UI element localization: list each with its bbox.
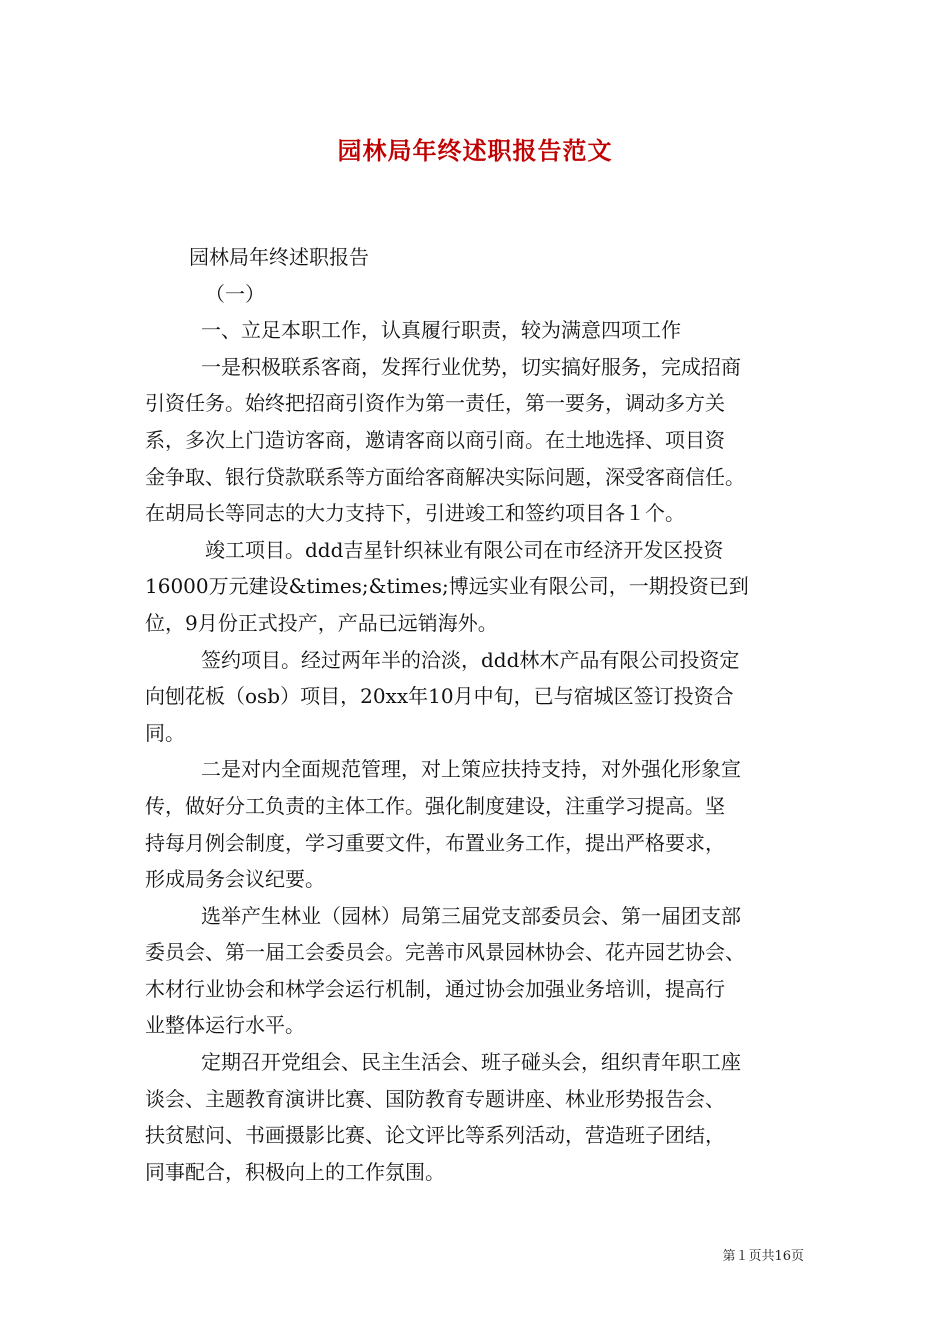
text-line: 引资任务。始终把招商引资作为第一责任，第一要务，调动多方关: [145, 391, 725, 416]
text-line: 扶贫慰问、书画摄影比赛、论文评比等系列活动，营造班子团结，: [145, 1123, 725, 1148]
text-line: 形成局务会议纪要。: [145, 867, 325, 892]
document-body: [145, 239, 821, 1190]
text-line: 园林局年终述职报告: [189, 245, 369, 269]
text-line: 向刨花板（osb）项目，20xx年10月中旬，已与宿城区签订投资合: [145, 684, 734, 709]
text-line: （一）: [205, 281, 265, 306]
text-line: 持每月例会制度，学习重要文件，布置业务工作，提出严格要求，: [145, 830, 725, 855]
text-line: 一、立足本职工作，认真履行职责，较为满意四项工作: [201, 318, 681, 343]
text-line: 传，做好分工负责的主体工作。强化制度建设，注重学习提高。坚: [145, 793, 725, 818]
text-line: 金争取、银行贷款联系等方面给客商解决实际问题，深受客商信任。: [145, 464, 745, 489]
text-line: 16000万元建设&times;&times;博远实业有限公司，一期投资已到: [145, 574, 749, 599]
text-line: 委员会、第一届工会委员会。完善市风景园林协会、花卉园艺协会、: [145, 940, 745, 965]
text-line: 选举产生林业（园林）局第三届党支部委员会、第一届团支部: [201, 903, 741, 928]
text-line: 系，多次上门造访客商，邀请客商以商引商。在土地选择、项目资: [145, 427, 725, 452]
text-line: 二是对内全面规范管理，对上策应扶持支持，对外强化形象宣: [201, 757, 741, 782]
text-line: 业整体运行水平。: [145, 1013, 305, 1038]
text-line: 位，9月份正式投产，产品已远销海外。: [145, 610, 498, 635]
text-line: 在胡局长等同志的大力支持下，引进竣工和签约项目各１个。: [145, 501, 685, 526]
text-line: 同事配合，积极向上的工作氛围。: [145, 1159, 445, 1184]
text-line: 竣工项目。ddd吉星针织袜业有限公司在市经济开发区投资: [205, 537, 724, 562]
document-title: 园林局年终述职报告范文: [337, 136, 613, 165]
text-line: 一是积极联系客商，发挥行业优势，切实搞好服务，完成招商: [201, 354, 741, 379]
page-number: 第１页共16页: [722, 1249, 804, 1264]
text-line: 木材行业协会和林学会运行机制，通过协会加强业务培训，提高行: [145, 976, 725, 1001]
text-line: 同。: [145, 720, 185, 745]
text-line: 定期召开党组会、民主生活会、班子碰头会，组织青年职工座: [201, 1050, 741, 1075]
text-line: 谈会、主题教育演讲比赛、国防教育专题讲座、林业形势报告会、: [145, 1086, 725, 1111]
text-line: 签约项目。经过两年半的洽淡，ddd林木产品有限公司投资定: [201, 647, 740, 672]
